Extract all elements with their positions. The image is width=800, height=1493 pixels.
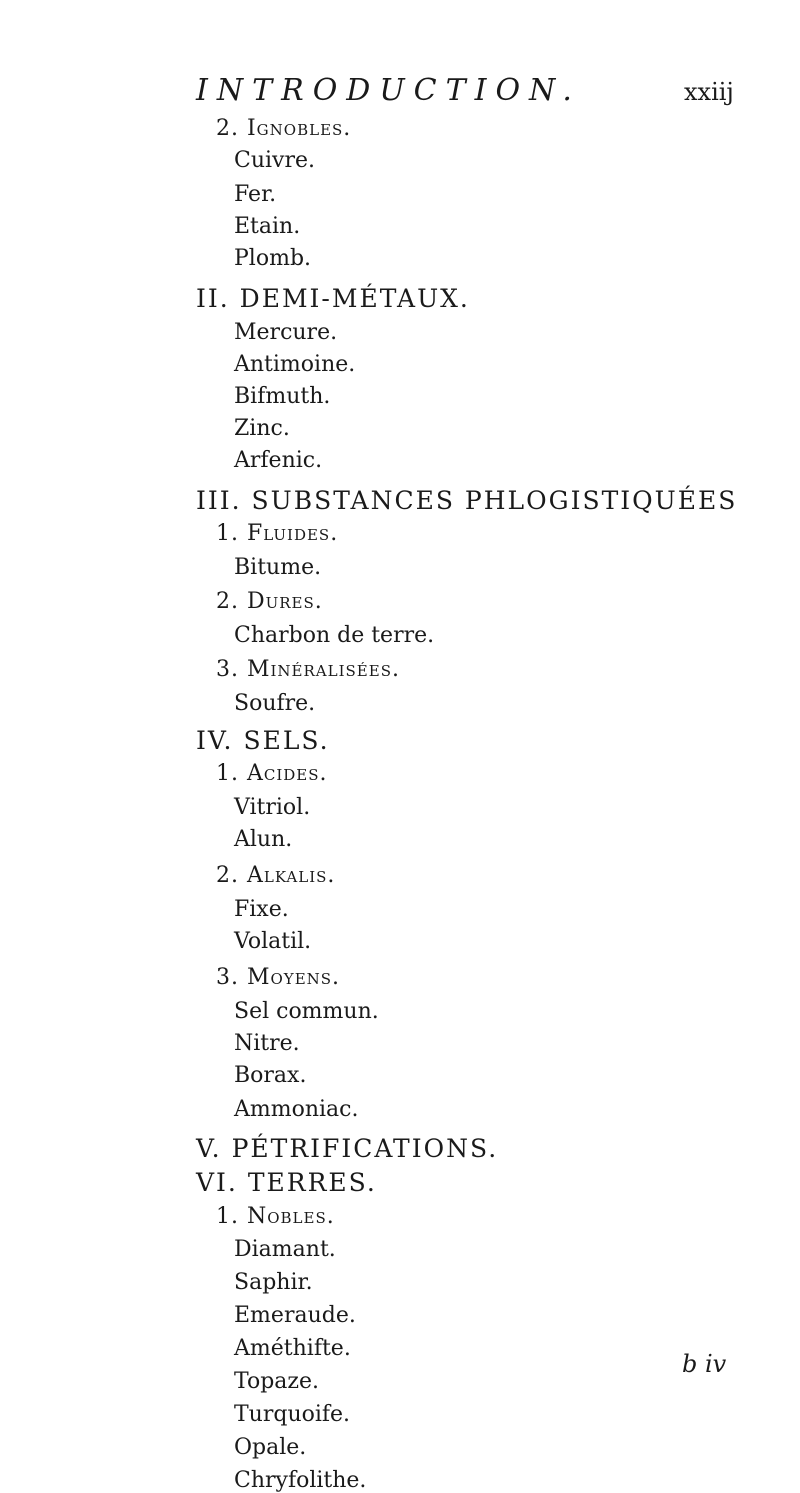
subsection-heading: 3. Minéralisées.: [216, 657, 400, 682]
list-item: Fer.: [234, 182, 277, 207]
signature-mark: b iv: [682, 1350, 727, 1378]
list-item: Charbon de terre.: [234, 623, 435, 648]
section-heading: III. SUBSTANCES PHLOGISTIQUÉES: [196, 486, 738, 515]
subsection-heading: 1. Fluides.: [216, 521, 339, 546]
page-number: xxiij: [684, 78, 734, 106]
list-item: Chryfolithe.: [234, 1468, 367, 1493]
list-item: Améthifte.: [234, 1336, 351, 1361]
subsection-heading: 1. Acides.: [216, 761, 328, 786]
list-item: Volatil.: [234, 929, 312, 954]
list-item: Opale.: [234, 1435, 307, 1460]
list-item: Cuivre.: [234, 148, 315, 173]
section-heading: VI. TERRES.: [196, 1168, 377, 1197]
list-item: Diamant.: [234, 1237, 336, 1262]
section-heading: V. PÉTRIFICATIONS.: [196, 1134, 499, 1163]
list-item: Turquoife.: [234, 1402, 351, 1427]
list-item: Soufre.: [234, 691, 316, 716]
list-item: Bifmuth.: [234, 384, 331, 409]
list-item: Emeraude.: [234, 1303, 356, 1328]
list-item: Arfenic.: [234, 448, 323, 473]
subsection-heading: 2. Alkalis.: [216, 863, 336, 888]
section-heading: II. DEMI-MÉTAUX.: [196, 284, 470, 313]
list-item: Ammoniac.: [234, 1097, 359, 1122]
list-item: Vitriol.: [234, 795, 311, 820]
list-item: Zinc.: [234, 416, 290, 441]
list-item: Saphir.: [234, 1270, 313, 1295]
list-item: Alun.: [234, 827, 293, 852]
list-item: Fixe.: [234, 897, 289, 922]
list-item: Etain.: [234, 214, 301, 239]
list-item: Nitre.: [234, 1031, 300, 1056]
subsection-heading: 3. Moyens.: [216, 965, 341, 990]
subsection-heading: 2. Dures.: [216, 589, 323, 614]
section-heading: IV. SELS.: [196, 726, 330, 755]
subsection-heading: 2. Ignobles.: [216, 116, 352, 141]
subsection-heading: 1. Nobles.: [216, 1204, 335, 1229]
list-item: Mercure.: [234, 320, 338, 345]
list-item: Sel commun.: [234, 999, 379, 1024]
list-item: Antimoine.: [234, 352, 356, 377]
list-item: Borax.: [234, 1063, 307, 1088]
list-item: Bitume.: [234, 555, 322, 580]
list-item: Topaze.: [234, 1369, 320, 1394]
running-header: INTRODUCTION.: [196, 73, 581, 108]
list-item: Plomb.: [234, 246, 312, 271]
